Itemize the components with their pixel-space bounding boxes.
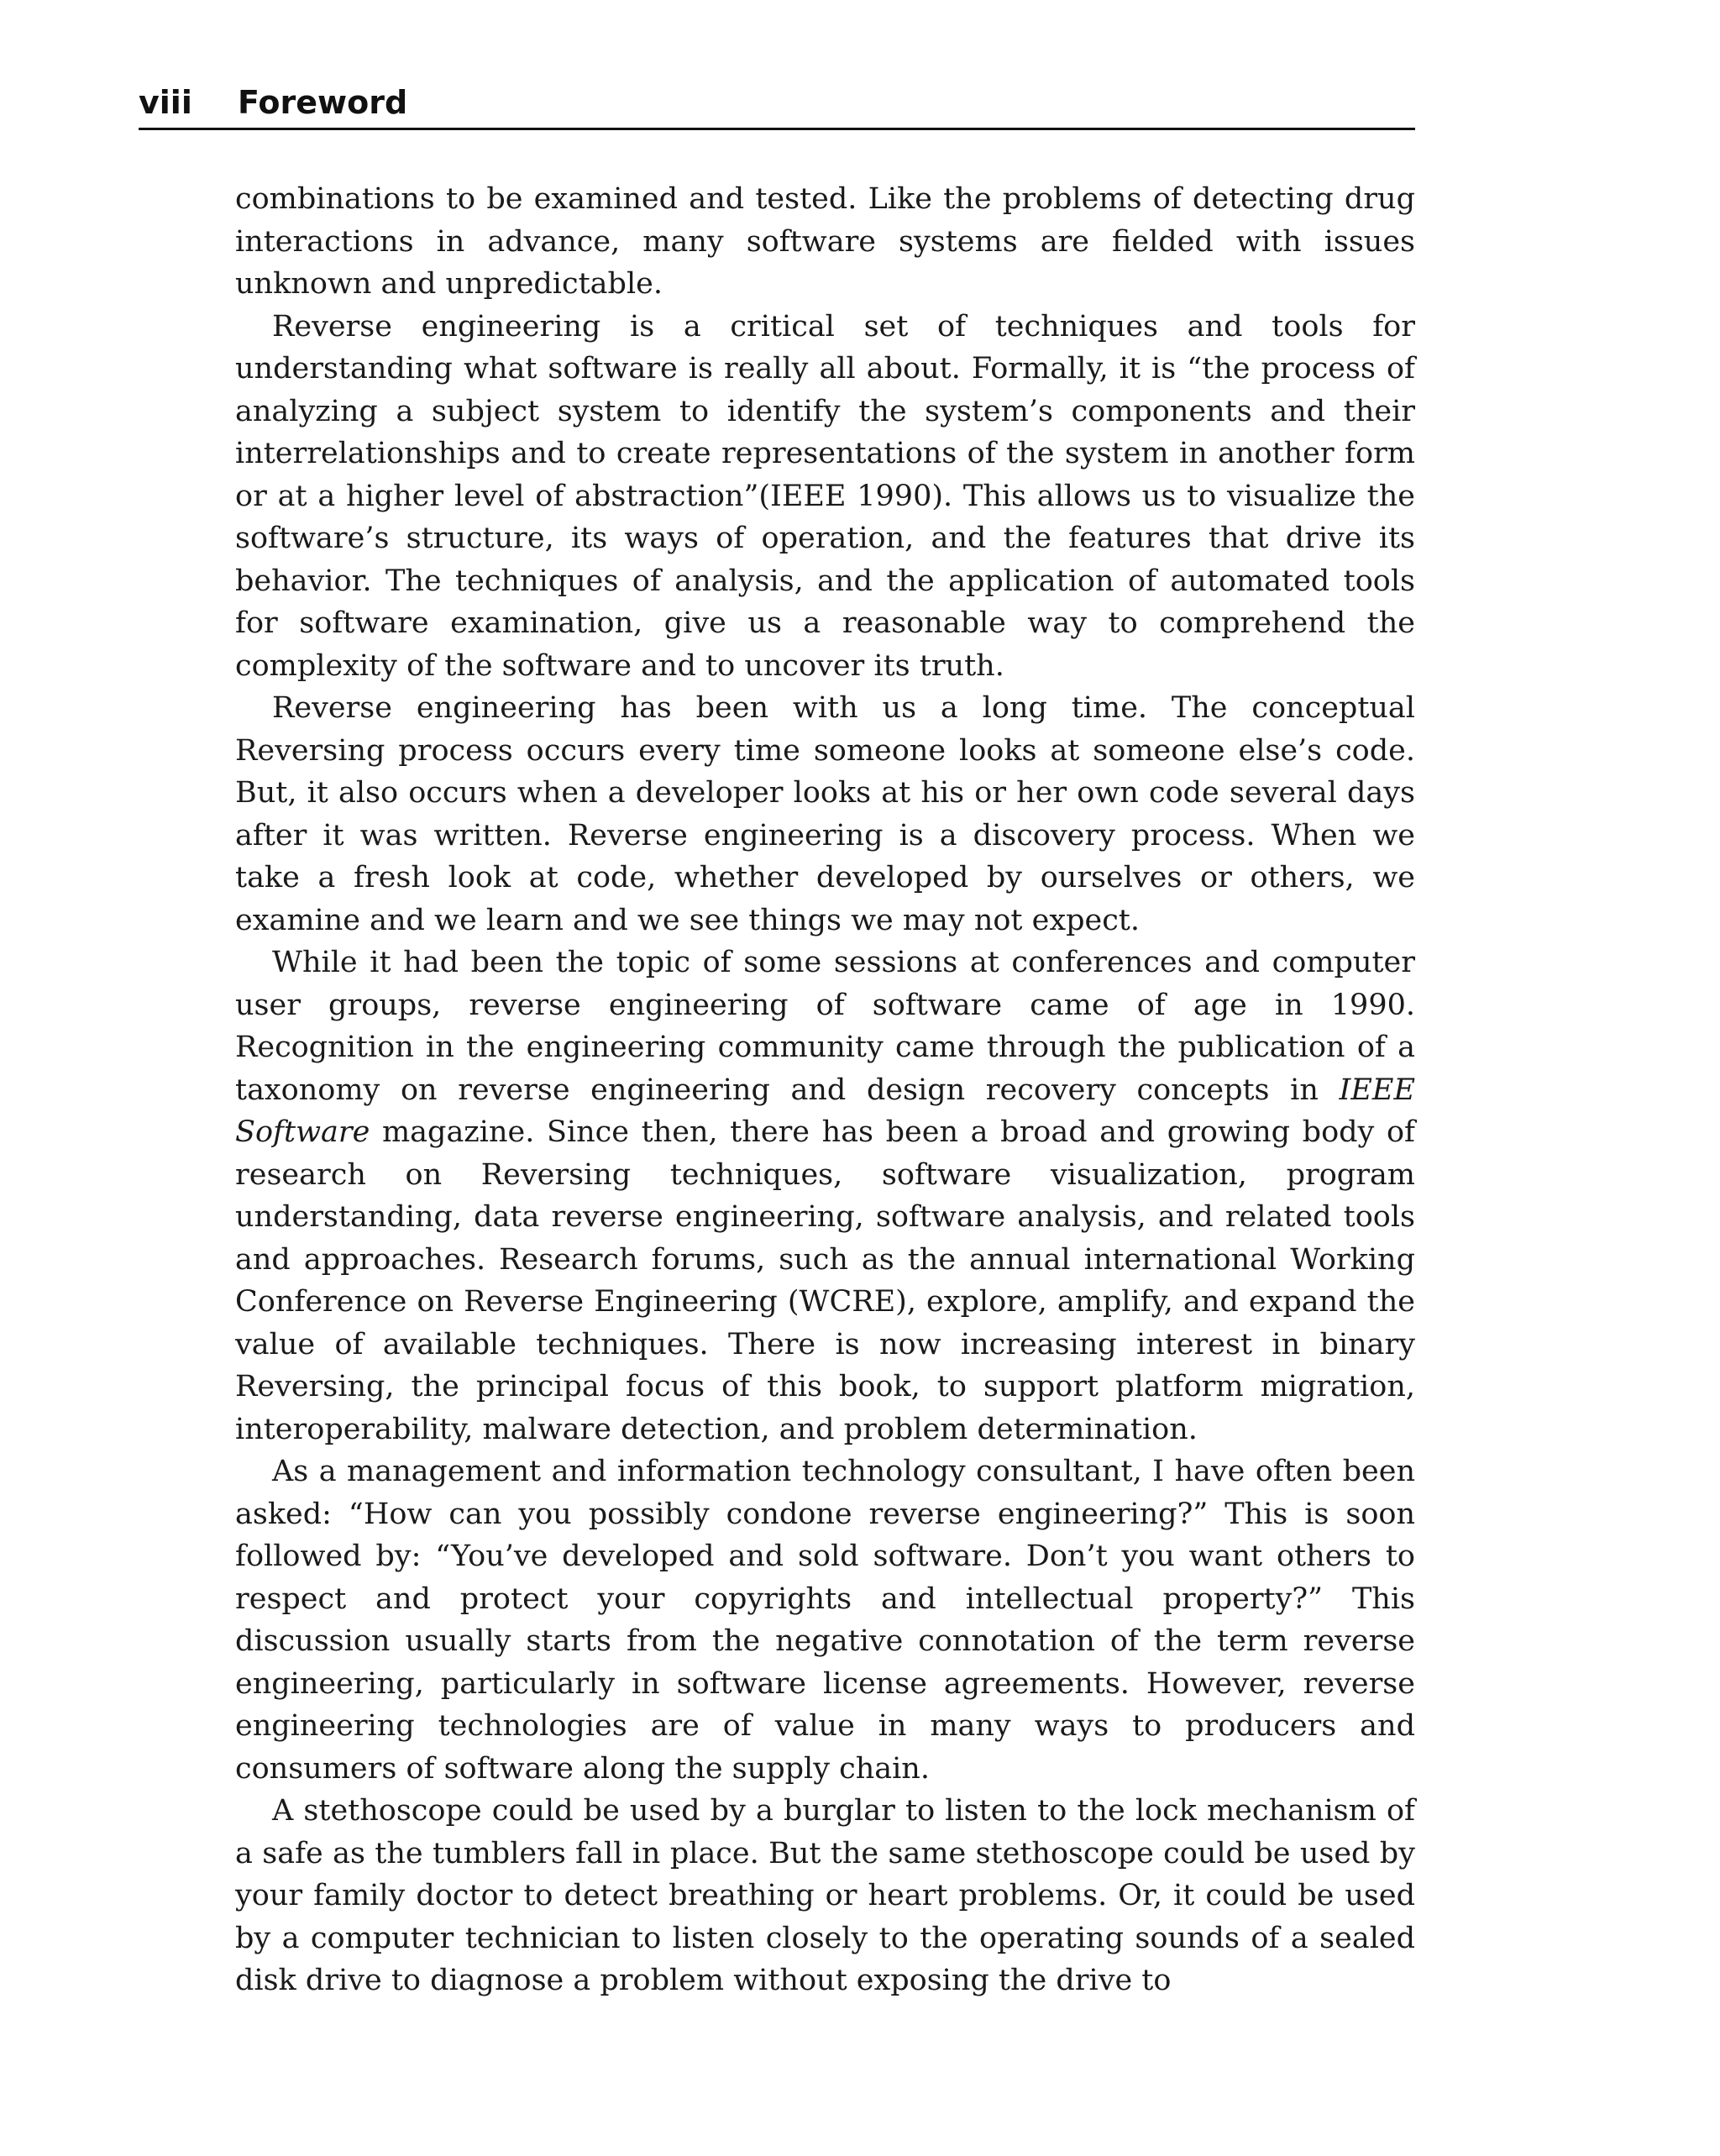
paragraph-text-after-italic: magazine. Since then, there has been a broad and growing body of research on Reversing techniques, software visualization, program understanding, data reverse engineering, software analysis, and related tools and approaches. Research forums, such as the annual international Working Conference on Reverse Engineering (WCRE), explore, amplify, and expand the value of available techniques. There is now increasing interest in binary Reversing, the principal focus of this book, to support platform migration, interoperability, malware detection, and problem determination. (235, 1115, 1415, 1446)
paragraph-history: Reverse engineering has been with us a long time. The conceptual Reversing process occurs every time someone looks at someone else’s code. But, it also occurs when a developer looks at his or her own code several days after it was written. Reverse engineering is a discovery process. When we take a fresh look at code, whether developed by ourselves or others, we examine and we learn and we see things we may not expect. (235, 691, 1415, 937)
paragraph-coming-of-age (235, 942, 1415, 1450)
magazine-title: IEEE Software (235, 1073, 1415, 1149)
section-title: Foreword (238, 84, 408, 121)
paragraph-stethoscope: A stethoscope could be used by a burglar to listen to the lock mechanism of a safe as the tumblers fall in place. But the same stethoscope could be used by your family doctor to detect breathing or heart problems. Or, it could be used by a computer technician to listen closely to the operating sounds of a sealed disk drive to diagnose a problem without exposing the drive to (235, 1794, 1415, 1997)
paragraph-continued: combinations to be examined and tested. Like the problems of detecting drug interactions in advance, many software systems are fielded with issues unknown and unpredictable. (235, 182, 1415, 301)
paragraph-consultant: As a management and information technology consultant, I have often been asked: “How can you possibly condone reverse engineering?” This is soon followed by: “You’ve developed and sold software. Don’t you want others to respect and protect your copyrights and intellectual property?” This discussion usually starts from the negative connotation of the term reverse engineering, particularly in software license agreements. However, reverse engineering technologies are of value in many ways to producers and consumers of software along the supply chain. (235, 1455, 1415, 1786)
running-head (139, 77, 1415, 130)
page-number: viii (139, 84, 192, 121)
paragraph-definition: Reverse engineering is a critical set of techniques and tools for understanding what software is really all about. Formally, it is “the process of analyzing a subject system to identify the system’s components and their interrelationships and to create representations of the system in another form or at a higher level of abstraction”(IEEE 1990). This allows us to visualize the software’s structure, its ways of operation, and the features that drive its behavior. The techniques of analysis, and the application of automated tools for software examination, give us a reasonable way to comprehend the complexity of the software and to uncover its truth. (235, 309, 1415, 683)
body-text (235, 178, 1415, 2002)
paragraph-text-before-italic: While it had been the topic of some sessions at conferences and computer user groups, reverse engineering of software came of age in 1990. Recognition in the engineering community came through the publication of a taxonomy on reverse engineering and design recovery concepts in (235, 946, 1415, 1107)
